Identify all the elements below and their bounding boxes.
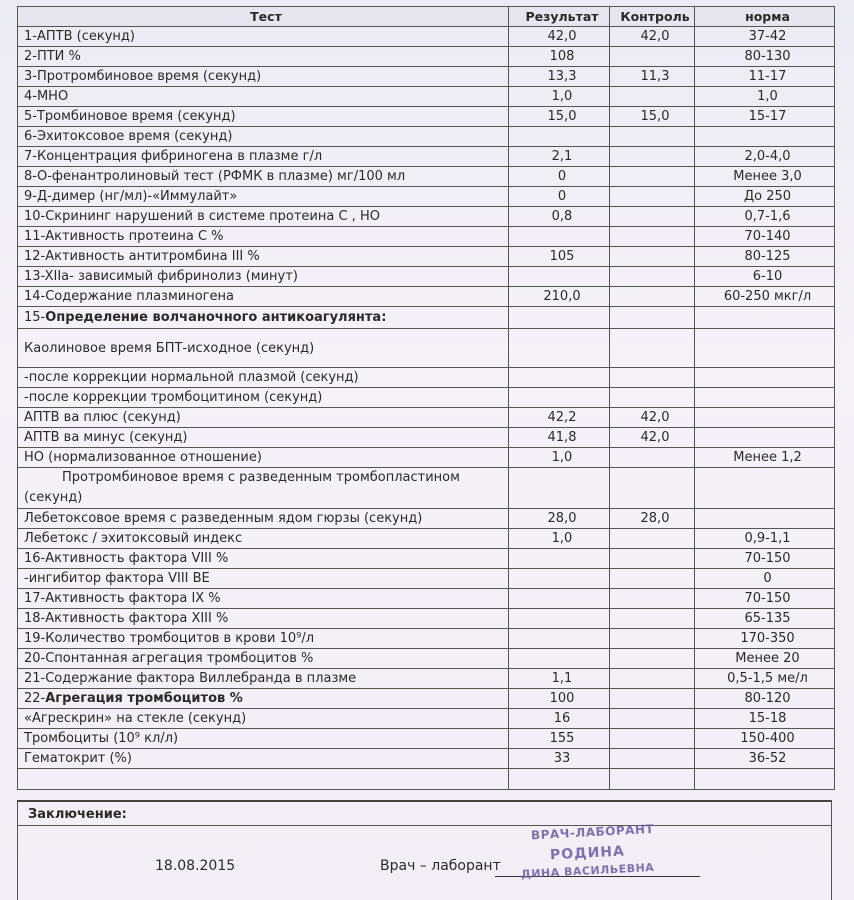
control-cell: 42,0 [610,408,695,428]
doctor-label: Врач – лаборант [380,858,501,874]
test-name-cell: Гематокрит (%) [18,749,509,769]
empty-cell [18,769,509,790]
norm-cell: 70-150 [695,589,835,609]
result-cell [509,549,610,569]
control-cell [610,629,695,649]
result-cell: 108 [509,47,610,67]
empty-cell [695,307,835,329]
table-row [18,749,835,769]
empty-cell [610,769,695,790]
norm-cell: Менее 3,0 [695,167,835,187]
test-name-cell [18,468,509,509]
norm-cell [695,368,835,388]
prothrombin-diluted-line2: (секунд) [24,490,83,505]
result-cell: 15,0 [509,107,610,127]
test-name-cell: 6-Эхитоксовое время (секунд) [18,127,509,147]
norm-cell: 70-140 [695,227,835,247]
empty-cell [610,307,695,329]
norm-cell: Менее 20 [695,649,835,669]
test-name-cell: 17-Активность фактора IX % [18,589,509,609]
table-row [18,529,835,549]
table-row [18,247,835,267]
result-cell: 33 [509,749,610,769]
control-cell [610,87,695,107]
control-cell [610,448,695,468]
table-row [18,27,835,47]
norm-cell: 15-17 [695,107,835,127]
section-15-number: 15- [24,310,46,325]
coagulation-results-table [17,6,835,790]
result-cell [509,227,610,247]
result-cell: 42,0 [509,27,610,47]
section-15-header-row [18,307,835,329]
norm-cell: До 250 [695,187,835,207]
control-cell [610,247,695,267]
section-22-title-cell [18,689,509,709]
result-cell: 1,0 [509,529,610,549]
empty-cell [695,468,835,509]
norm-cell: 80-120 [695,689,835,709]
empty-cell [509,307,610,329]
prothrombin-diluted-line1: Протромбиновое время с разведенным тромбопластином [62,470,460,485]
column-header-norm: норма [695,7,835,27]
section-15-title-cell [18,307,509,329]
test-name-cell: 11-Активность протеина С % [18,227,509,247]
control-cell [610,287,695,307]
test-name-cell: 8-О-фенантролиновый тест (РФМК в плазме) мг/100 мл [18,167,509,187]
control-cell [610,227,695,247]
norm-cell [695,509,835,529]
result-cell [509,569,610,589]
table-row [18,107,835,127]
control-cell [610,47,695,67]
norm-cell: 80-125 [695,247,835,267]
table-row [18,227,835,247]
control-cell [610,147,695,167]
table-row [18,329,835,368]
table-row [18,669,835,689]
norm-cell [695,408,835,428]
table-row [18,167,835,187]
empty-cell [610,689,695,709]
control-cell [610,589,695,609]
control-cell [610,569,695,589]
test-name-cell: 5-Тромбиновое время (секунд) [18,107,509,127]
table-row [18,549,835,569]
control-cell [610,649,695,669]
test-name-cell: 21-Содержание фактора Виллебранда в плазме [18,669,509,689]
section-22-title: Агрегация тромбоцитов % [45,691,243,706]
control-cell [610,329,695,368]
norm-cell: 11-17 [695,67,835,87]
test-name-cell: 20-Спонтанная агрегация тромбоцитов % [18,649,509,669]
section-22-row [18,689,835,709]
table-row [18,408,835,428]
result-cell: 100 [509,689,610,709]
test-name-cell: Каолиновое время БПТ-исходное (секунд) [18,329,509,368]
control-cell [610,388,695,408]
norm-cell: 170-350 [695,629,835,649]
result-cell [509,649,610,669]
table-row [18,629,835,649]
table-row [18,448,835,468]
result-cell: 2,1 [509,147,610,167]
norm-cell: 80-130 [695,47,835,67]
stamp-line-2: РОДИНА [549,843,626,864]
result-cell: 210,0 [509,287,610,307]
result-cell [509,368,610,388]
norm-cell: 0,7-1,6 [695,207,835,227]
table-row [18,569,835,589]
result-cell: 1,0 [509,448,610,468]
norm-cell [695,329,835,368]
table-body [18,27,835,790]
table-row [18,509,835,529]
result-cell: 1,0 [509,87,610,107]
norm-cell [695,388,835,408]
control-cell [610,187,695,207]
result-cell: 42,2 [509,408,610,428]
norm-cell: 65-135 [695,609,835,629]
test-name-cell: 7-Концентрация фибриногена в плазме г/л [18,147,509,167]
test-name-cell: -после коррекции тромбоцитином (секунд) [18,388,509,408]
test-name-cell: -ингибитор фактора VIII BE [18,569,509,589]
stamp-line-1: ВРАЧ-ЛАБОРАНТ [530,821,655,843]
norm-cell: 60-250 мкг/л [695,287,835,307]
test-name-cell: АПТВ ва минус (секунд) [18,428,509,448]
table-row [18,267,835,287]
result-cell [509,629,610,649]
norm-cell: 0,5-1,5 ме/л [695,669,835,689]
conclusion-label: Заключение: [17,800,832,826]
section-15-title: Определение волчаночного антикоагулянта: [45,310,387,325]
control-cell [610,749,695,769]
table-row [18,388,835,408]
norm-cell: 36-52 [695,749,835,769]
control-cell [610,207,695,227]
test-name-cell: -после коррекции нормальной плазмой (секунд) [18,368,509,388]
test-name-cell: Лебетоксовое время с разведенным ядом гюрзы (секунд) [18,509,509,529]
control-cell [610,669,695,689]
table-row [18,428,835,448]
test-name-cell: «Агрескрин» на стекле (секунд) [18,709,509,729]
result-cell: 16 [509,709,610,729]
result-cell [509,388,610,408]
doctor-stamp [519,819,672,887]
table-row [18,187,835,207]
table-row [18,609,835,629]
empty-cell [509,468,610,509]
result-cell [509,329,610,368]
table-row [18,287,835,307]
test-name-cell: 13-XIIa- зависимый фибринолиз (минут) [18,267,509,287]
control-cell [610,167,695,187]
test-name-cell: 2-ПТИ % [18,47,509,67]
result-cell: 155 [509,729,610,749]
control-cell [610,267,695,287]
norm-cell: 70-150 [695,549,835,569]
table-row [18,368,835,388]
control-cell [610,609,695,629]
control-cell: 15,0 [610,107,695,127]
test-name-cell: 19-Количество тромбоцитов в крови 10⁹/л [18,629,509,649]
norm-cell: 37-42 [695,27,835,47]
table-header-row [18,7,835,27]
section-22-number: 22- [24,691,46,706]
table-row [18,649,835,669]
control-cell [610,549,695,569]
test-name-cell: Лебетокс / эхитоксовый индекс [18,529,509,549]
table-row [18,67,835,87]
result-cell: 28,0 [509,509,610,529]
table-row [18,87,835,107]
table-row [18,589,835,609]
table-row [18,47,835,67]
norm-cell [695,428,835,448]
control-cell: 42,0 [610,27,695,47]
result-cell: 0 [509,187,610,207]
control-cell [610,729,695,749]
norm-cell: 0 [695,569,835,589]
test-name-cell: 3-Протромбиновое время (секунд) [18,67,509,87]
test-name-cell: 16-Активность фактора VIII % [18,549,509,569]
result-cell: 41,8 [509,428,610,448]
result-cell: 0,8 [509,207,610,227]
test-name-cell: 9-Д-димер (нг/мл)-«Иммулайт» [18,187,509,207]
table-row [18,127,835,147]
empty-cell [695,769,835,790]
empty-cell [509,769,610,790]
test-name-cell: 4-МНО [18,87,509,107]
blank-row [18,769,835,790]
test-name-cell: 18-Активность фактора XIII % [18,609,509,629]
control-cell [610,368,695,388]
test-name-cell: НО (нормализованное отношение) [18,448,509,468]
control-cell [610,529,695,549]
test-name-cell: 12-Активность антитромбина III % [18,247,509,267]
norm-cell [695,127,835,147]
result-cell [509,267,610,287]
result-cell [509,589,610,609]
test-name-cell: Тромбоциты (10⁹ кл/л) [18,729,509,749]
norm-cell: 15-18 [695,709,835,729]
table-row [18,709,835,729]
control-cell [610,127,695,147]
test-name-cell: 14-Содержание плазминогена [18,287,509,307]
empty-cell [610,468,695,509]
result-cell [509,127,610,147]
norm-cell: Менее 1,2 [695,448,835,468]
column-header-control: Контроль [610,7,695,27]
table-row [18,207,835,227]
control-cell: 42,0 [610,428,695,448]
control-cell: 11,3 [610,67,695,87]
result-cell: 13,3 [509,67,610,87]
table-row-prothrombin-diluted [18,468,835,509]
test-name-cell: АПТВ ва плюс (секунд) [18,408,509,428]
norm-cell: 1,0 [695,87,835,107]
control-cell: 28,0 [610,509,695,529]
norm-cell: 6-10 [695,267,835,287]
stamp-line-3: ДИНА ВАСИЛЬЕВНА [520,860,655,881]
control-cell [610,709,695,729]
column-header-test: Тест [18,7,509,27]
result-cell: 0 [509,167,610,187]
result-cell [509,609,610,629]
result-cell: 1,1 [509,669,610,689]
report-date: 18.08.2015 [155,858,236,874]
test-name-cell: 10-Скрининг нарушений в системе протеина С , НО [18,207,509,227]
test-name-cell: 1-АПТВ (секунд) [18,27,509,47]
table-row [18,147,835,167]
column-header-result: Результат [509,7,610,27]
table-row [18,729,835,749]
norm-cell: 150-400 [695,729,835,749]
norm-cell: 0,9-1,1 [695,529,835,549]
result-cell: 105 [509,247,610,267]
norm-cell: 2,0-4,0 [695,147,835,167]
